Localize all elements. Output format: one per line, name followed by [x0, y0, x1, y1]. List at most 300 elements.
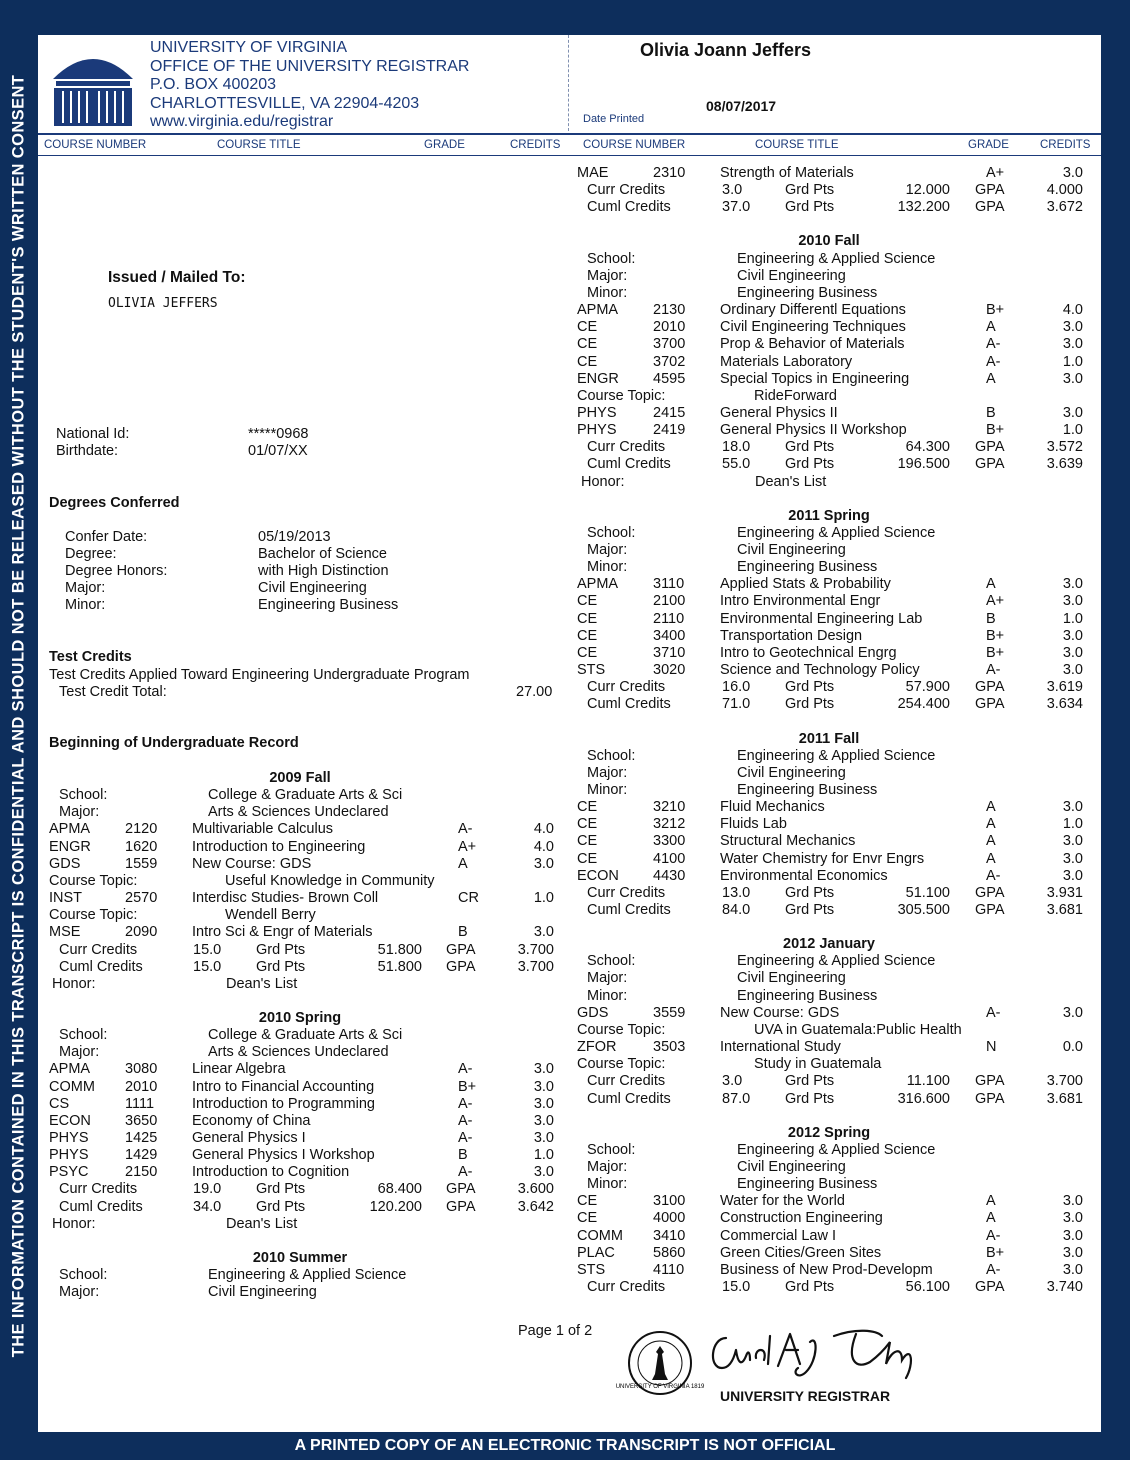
- gpa-label: GPA: [975, 182, 1005, 199]
- course-subject: PHYS: [577, 422, 617, 439]
- course-title: New Course: GDS: [192, 855, 312, 872]
- course-title: Introduction to Engineering: [192, 838, 366, 855]
- term-info-value: Engineering & Applied Science: [208, 1267, 407, 1284]
- course-title: Commercial Law I: [720, 1227, 837, 1244]
- course-title: Prop & Behavior of Materials: [720, 336, 905, 353]
- term-info-label: Minor:: [587, 1176, 628, 1193]
- confidentiality-notice: [0, 0, 38, 1432]
- term-info-value: Engineering & Applied Science: [737, 747, 936, 764]
- term-info-label: Major:: [59, 804, 100, 821]
- cuml-credits-label: Cuml Credits: [59, 958, 143, 975]
- term-info-label: School:: [587, 250, 636, 267]
- course-number: 2419: [653, 422, 686, 439]
- course-grade: A-: [986, 662, 1001, 679]
- city-state-zip: CHARLOTTESVILLE, VA 22904-4203: [150, 94, 420, 112]
- rotunda-logo-icon: [50, 41, 136, 129]
- course-number: 3410: [653, 1227, 686, 1244]
- grd-pts-label: Grd Pts: [785, 1073, 835, 1090]
- registrar-signature: [706, 1320, 921, 1390]
- term-info-value: Civil Engineering: [208, 1284, 317, 1301]
- course-topic: UVA in Guatemala:Public Health: [754, 1021, 962, 1038]
- course-subject: CE: [577, 627, 598, 644]
- term-info-value: Engineering Business: [737, 781, 878, 798]
- course-credits: 3.0: [1062, 850, 1083, 867]
- course-number: 1429: [125, 1147, 158, 1164]
- course-title: Multivariable Calculus: [192, 821, 334, 838]
- course-number: 2090: [125, 924, 158, 941]
- course-grade: B+: [986, 422, 1005, 439]
- course-number: 1425: [125, 1130, 158, 1146]
- course-number: 2570: [125, 890, 158, 907]
- term-info-label: Minor:: [587, 781, 628, 798]
- term-info-value: Civil Engineering: [737, 542, 846, 558]
- course-title: Intro Environmental Engr: [720, 593, 881, 610]
- gpa-value: 3.639: [1046, 456, 1083, 473]
- curr-credits-label: Curr Credits: [59, 941, 138, 958]
- term-info-label: Major:: [587, 970, 628, 987]
- course-topic-label: Course Topic:: [577, 387, 666, 404]
- course-credits: 3.0: [1062, 1193, 1083, 1210]
- course-number: 2310: [653, 165, 686, 181]
- cuml-credits-value: 84.0: [722, 902, 751, 918]
- course-number: 4000: [653, 1210, 686, 1227]
- course-grade: N: [986, 1039, 997, 1056]
- course-number: 3300: [653, 833, 686, 850]
- course-number: 3210: [653, 799, 686, 816]
- course-grade: A-: [458, 821, 473, 838]
- course-credits: 3.0: [1062, 1261, 1083, 1278]
- course-title: Fluids Lab: [720, 816, 787, 833]
- course-subject: COMM: [577, 1227, 623, 1244]
- term-info-label: Major:: [587, 267, 628, 284]
- course-subject: APMA: [49, 1061, 91, 1078]
- col-course-title-right: COURSE TITLE: [755, 139, 839, 151]
- course-grade: A-: [986, 353, 1001, 370]
- birthdate-label: Birthdate:: [56, 443, 119, 459]
- term-info-label: Major:: [59, 1284, 100, 1301]
- course-number: 1111: [125, 1095, 155, 1112]
- course-grade: A: [986, 370, 996, 387]
- course-number: 3710: [653, 644, 686, 661]
- grd-pts-value: 51.100: [905, 884, 950, 901]
- col-credits: CREDITS: [510, 139, 561, 151]
- curr-credits-label: Curr Credits: [59, 1181, 138, 1198]
- term-info-label: School:: [587, 747, 636, 764]
- gpa-label: GPA: [446, 1198, 476, 1215]
- term-info-label: Minor:: [587, 987, 628, 1004]
- gpa-label: GPA: [975, 696, 1005, 713]
- national-id-label: National Id:: [56, 426, 130, 442]
- course-grade: A: [986, 850, 996, 867]
- course-topic-label: Course Topic:: [577, 1056, 666, 1073]
- course-title: Business of New Prod-Developm: [720, 1261, 933, 1278]
- term-title: 2012 January: [783, 936, 875, 953]
- course-title: Science and Technology Policy: [720, 662, 920, 679]
- term-info-value: Engineering Business: [737, 559, 878, 576]
- grd-pts-value: 51.800: [377, 941, 422, 958]
- course-title: Green Cities/Green Sites: [720, 1244, 882, 1261]
- honor-value: Dean's List: [755, 473, 827, 490]
- course-title: Intro to Geotechnical Engrg: [720, 644, 897, 661]
- term-info-value: Civil Engineering: [737, 970, 846, 987]
- course-number: 2150: [125, 1164, 158, 1181]
- honor-label: Honor:: [581, 473, 625, 490]
- course-number: 5860: [653, 1244, 686, 1261]
- curr-credits-value: 15.0: [193, 941, 222, 958]
- term-title: 2010 Summer: [252, 1249, 348, 1266]
- course-credits: 3.0: [533, 1164, 554, 1181]
- cuml-credits-value: 55.0: [722, 456, 751, 473]
- course-credits: 4.0: [1062, 302, 1083, 319]
- course-subject: PHYS: [49, 1130, 89, 1146]
- curr-credits-label: Curr Credits: [587, 679, 666, 696]
- grd-pts-label: Grd Pts: [256, 1181, 306, 1198]
- grd-pts-label: Grd Pts: [785, 182, 835, 199]
- confidentiality-notice-text: THE INFORMATION CONTAINED IN THIS TRANSCRIPT IS CONFIDENTIAL AND SHOULD NOT BE RELEASED WITHOUT THE STUDENT'S WRITTEN CONSENT: [9, 74, 28, 1358]
- course-credits: 3.0: [533, 1130, 554, 1146]
- gpa-value: 3.740: [1046, 1279, 1083, 1295]
- course-grade: B: [458, 924, 468, 941]
- grd-pts-value: 254.400: [897, 696, 950, 713]
- course-grade: A: [986, 319, 996, 336]
- course-credits: 1.0: [1062, 353, 1083, 370]
- gpa-label: GPA: [975, 439, 1005, 456]
- course-title: Water for the World: [720, 1193, 845, 1210]
- course-title: Structural Mechanics: [720, 833, 856, 850]
- gpa-value: 3.619: [1046, 679, 1083, 696]
- registrar-website-link[interactable]: www.virginia.edu/registrar: [150, 113, 334, 130]
- grd-pts-value: 120.200: [369, 1198, 422, 1215]
- course-subject: STS: [577, 662, 606, 679]
- course-credits: 3.0: [1062, 576, 1083, 593]
- cuml-credits-label: Cuml Credits: [587, 696, 671, 713]
- term-title: 2011 Spring: [788, 507, 870, 524]
- course-grade: A+: [986, 593, 1005, 610]
- cuml-credits-label: Cuml Credits: [587, 199, 671, 216]
- course-credits: 3.0: [1062, 644, 1083, 661]
- course-number: 2415: [653, 404, 686, 421]
- term-info-label: Major:: [59, 1044, 100, 1061]
- curr-credits-label: Curr Credits: [587, 439, 666, 456]
- term-info-value: Engineering & Applied Science: [737, 524, 936, 541]
- course-grade: A: [986, 576, 996, 593]
- course-title: Ordinary Differentl Equations: [720, 302, 906, 319]
- course-subject: INST: [49, 890, 83, 907]
- grd-pts-label: Grd Pts: [785, 696, 835, 713]
- course-subject: APMA: [577, 302, 619, 319]
- course-credits: 3.0: [1062, 404, 1083, 421]
- grd-pts-value: 316.600: [897, 1090, 950, 1107]
- course-grade: A-: [986, 1004, 1001, 1021]
- curr-credits-value: 3.0: [722, 182, 743, 199]
- gpa-label: GPA: [975, 884, 1005, 901]
- term-info-value: Arts & Sciences Undeclared: [208, 804, 389, 821]
- course-number: 2100: [653, 593, 686, 610]
- course-title: Materials Laboratory: [720, 353, 853, 370]
- honor-value: Dean's List: [226, 1215, 298, 1232]
- course-credits: 3.0: [533, 1061, 554, 1078]
- course-title: General Physics II: [720, 404, 838, 421]
- term-info-value: Civil Engineering: [737, 764, 846, 781]
- course-grade: B+: [986, 644, 1005, 661]
- term-info-value: Engineering & Applied Science: [737, 953, 936, 970]
- course-subject: CE: [577, 644, 598, 661]
- course-number: 1620: [125, 838, 158, 855]
- course-subject: CE: [577, 319, 598, 336]
- gpa-value: 3.681: [1046, 1090, 1083, 1107]
- course-subject: CE: [577, 799, 598, 816]
- course-title: Environmental Economics: [720, 867, 888, 884]
- course-grade: A: [986, 799, 996, 816]
- degree-label: Degree:: [65, 546, 117, 562]
- term-info-value: Engineering & Applied Science: [737, 1141, 936, 1158]
- course-topic: Useful Knowledge in Community: [225, 872, 435, 889]
- gpa-value: 3.600: [517, 1181, 554, 1198]
- gpa-value: 3.672: [1046, 199, 1083, 216]
- test-credit-total: 27.00: [516, 684, 553, 700]
- curr-credits-value: 3.0: [722, 1073, 743, 1090]
- grd-pts-label: Grd Pts: [256, 958, 306, 975]
- grd-pts-label: Grd Pts: [785, 439, 835, 456]
- course-title: Introduction to Cognition: [192, 1164, 350, 1181]
- course-credits: 3.0: [1062, 1210, 1083, 1227]
- cuml-credits-value: 34.0: [193, 1198, 222, 1215]
- cuml-credits-label: Cuml Credits: [59, 1198, 143, 1215]
- course-number: 2010: [653, 319, 686, 336]
- cuml-credits-value: 71.0: [722, 696, 751, 713]
- gpa-value: 3.700: [1046, 1073, 1083, 1090]
- course-number: 3650: [125, 1112, 158, 1129]
- curr-credits-value: 16.0: [722, 679, 751, 696]
- honor-label: Honor:: [52, 1215, 96, 1232]
- university-name: UNIVERSITY OF VIRGINIA: [150, 39, 348, 56]
- course-credits: 1.0: [1062, 816, 1083, 833]
- grd-pts-value: 12.000: [905, 182, 950, 199]
- course-title: General Physics I Workshop: [192, 1147, 375, 1164]
- gpa-value: 3.572: [1046, 439, 1083, 456]
- course-credits: 4.0: [533, 838, 554, 855]
- registrar-title: UNIVERSITY REGISTRAR: [720, 1388, 891, 1404]
- course-grade: A: [986, 833, 996, 850]
- course-credits: 3.0: [533, 1078, 554, 1095]
- course-credits: 3.0: [1062, 370, 1083, 387]
- term-title: 2012 Spring: [787, 1124, 871, 1141]
- course-number: 3020: [653, 662, 686, 679]
- term-info-value: College & Graduate Arts & Sci: [208, 787, 403, 804]
- course-number: 3100: [653, 1193, 686, 1210]
- issued-label: Issued / Mailed To:: [108, 269, 246, 286]
- course-grade: B+: [986, 1244, 1005, 1261]
- course-title: Interdisc Studies- Brown Coll: [192, 890, 379, 907]
- course-grade: A+: [986, 165, 1005, 181]
- degrees-title: Degrees Conferred: [49, 495, 180, 511]
- curr-credits-label: Curr Credits: [587, 884, 666, 901]
- course-credits: 4.0: [533, 821, 554, 838]
- grd-pts-label: Grd Pts: [785, 456, 835, 473]
- course-subject: PSYC: [49, 1164, 89, 1181]
- grd-pts-value: 51.800: [377, 958, 422, 975]
- term-info-label: Major:: [587, 1158, 628, 1175]
- term-info-label: School:: [587, 1141, 636, 1158]
- course-title: Fluid Mechanics: [720, 799, 825, 816]
- term-title: 2010 Spring: [258, 1009, 342, 1026]
- curr-credits-value: 13.0: [722, 884, 751, 901]
- course-credits: 3.0: [533, 1095, 554, 1112]
- degree-major-label: Major:: [65, 580, 106, 596]
- confer-date-label: Confer Date:: [65, 529, 148, 545]
- course-number: 2130: [653, 302, 686, 319]
- record-title: Beginning of Undergraduate Record: [49, 735, 299, 751]
- course-credits: 3.0: [533, 1112, 554, 1129]
- course-subject: STS: [577, 1261, 606, 1278]
- course-subject: CE: [577, 593, 598, 610]
- gpa-value: 3.681: [1046, 902, 1083, 918]
- course-topic-label: Course Topic:: [577, 1021, 666, 1038]
- course-number: 4110: [653, 1261, 685, 1278]
- course-subject: CE: [577, 610, 598, 627]
- grd-pts-value: 11.100: [906, 1073, 950, 1090]
- course-number: 2120: [125, 821, 158, 838]
- course-credits: 3.0: [1062, 319, 1083, 336]
- course-number: 3080: [125, 1061, 158, 1078]
- course-title: Special Topics in Engineering: [720, 370, 910, 387]
- national-id: *****0968: [248, 426, 309, 442]
- course-credits: 3.0: [1062, 662, 1083, 679]
- course-title: Construction Engineering: [720, 1210, 883, 1227]
- degree-honors: with High Distinction: [258, 563, 389, 579]
- course-topic-label: Course Topic:: [49, 907, 138, 924]
- grd-pts-label: Grd Pts: [785, 902, 835, 918]
- honor-value: Dean's List: [226, 975, 298, 992]
- course-number: 4595: [653, 370, 686, 387]
- course-credits: 3.0: [1062, 867, 1083, 884]
- course-grade: A: [986, 1193, 996, 1210]
- course-subject: PHYS: [577, 404, 617, 421]
- grd-pts-value: 196.500: [897, 456, 950, 473]
- course-credits: 3.0: [1062, 799, 1083, 816]
- term-info-label: Major:: [587, 542, 628, 558]
- student-name: Olivia Joann Jeffers: [640, 40, 812, 60]
- seal-text: UNIVERSITY OF VIRGINIA 1819: [615, 1384, 705, 1390]
- course-credits: 3.0: [1062, 336, 1083, 353]
- course-subject: PLAC: [577, 1244, 615, 1261]
- grd-pts-label: Grd Pts: [785, 884, 835, 901]
- course-title: Water Chemistry for Envr Engrs: [720, 850, 925, 867]
- transcript-page: [38, 35, 1101, 1432]
- course-title: Introduction to Programming: [192, 1095, 375, 1112]
- course-grade: B+: [986, 302, 1005, 319]
- course-topic: Study in Guatemala: [754, 1056, 882, 1073]
- course-subject: MSE: [49, 924, 81, 941]
- course-number: 3702: [653, 353, 686, 370]
- gpa-label: GPA: [975, 199, 1005, 216]
- issued-name: OLIVIA JEFFERS: [108, 296, 218, 311]
- course-number: 3503: [653, 1039, 686, 1056]
- grd-pts-label: Grd Pts: [256, 1198, 306, 1215]
- course-title: Environmental Engineering Lab: [720, 610, 923, 627]
- term-info-value: Arts & Sciences Undeclared: [208, 1044, 389, 1061]
- course-subject: ECON: [49, 1112, 91, 1129]
- test-credit-total-label: Test Credit Total:: [59, 684, 167, 700]
- date-printed-label: Date Printed: [583, 113, 645, 125]
- gpa-label: GPA: [446, 1181, 476, 1198]
- registrar-address: [150, 39, 469, 132]
- course-number: 2110: [653, 610, 685, 627]
- course-credits: 0.0: [1062, 1039, 1083, 1056]
- grd-pts-label: Grd Pts: [256, 941, 306, 958]
- course-subject: CE: [577, 1210, 598, 1227]
- grd-pts-value: 56.100: [905, 1279, 950, 1295]
- course-number: 2010: [125, 1078, 158, 1095]
- curr-credits-value: 19.0: [193, 1181, 222, 1198]
- course-title: Economy of China: [192, 1112, 311, 1129]
- grd-pts-value: 64.300: [905, 439, 950, 456]
- course-subject: CE: [577, 833, 598, 850]
- course-subject: ENGR: [577, 370, 619, 387]
- gpa-value: 3.642: [517, 1198, 554, 1215]
- gpa-value: 3.931: [1046, 884, 1083, 901]
- course-number: 3700: [653, 336, 686, 353]
- course-title: General Physics I: [192, 1130, 306, 1146]
- course-grade: B+: [458, 1078, 477, 1095]
- term-info-label: School:: [587, 524, 636, 541]
- signature-name: Carol A. J. Stanley: [756, 1386, 765, 1387]
- col-course-number: COURSE NUMBER: [44, 139, 147, 151]
- test-credits-line: Test Credits Applied Toward Engineering Undergraduate Program: [49, 667, 470, 683]
- gpa-label: GPA: [975, 1279, 1005, 1295]
- honor-label: Honor:: [52, 975, 96, 992]
- gpa-value: 3.700: [517, 941, 554, 958]
- course-title: Linear Algebra: [192, 1061, 286, 1078]
- course-subject: ZFOR: [577, 1039, 617, 1056]
- grd-pts-label: Grd Pts: [785, 679, 835, 696]
- course-credits: 1.0: [533, 890, 554, 907]
- gpa-label: GPA: [975, 902, 1005, 918]
- course-grade: B: [986, 404, 996, 421]
- course-grade: A-: [458, 1095, 473, 1112]
- course-credits: 3.0: [533, 855, 554, 872]
- birthdate: 01/07/XX: [248, 443, 308, 459]
- course-number: 4100: [653, 850, 686, 867]
- course-number: 1559: [125, 855, 158, 872]
- gpa-label: GPA: [975, 679, 1005, 696]
- course-grade: A-: [986, 1261, 1001, 1278]
- course-number: 3212: [653, 816, 686, 833]
- gpa-value: 3.700: [517, 958, 554, 975]
- gpa-label: GPA: [975, 456, 1005, 473]
- term-info-value: Engineering & Applied Science: [737, 250, 936, 267]
- course-subject: CE: [577, 336, 598, 353]
- course-credits: 3.0: [1062, 833, 1083, 850]
- test-credits-title: Test Credits: [49, 649, 132, 665]
- term-info-value: Engineering Business: [737, 987, 878, 1004]
- col-course-number-right: COURSE NUMBER: [583, 139, 686, 151]
- curr-credits-value: 18.0: [722, 439, 751, 456]
- course-topic: Wendell Berry: [225, 907, 316, 924]
- column-header-bar: [38, 133, 1101, 156]
- term-info-value: Engineering Business: [737, 1176, 878, 1193]
- degree-major: Civil Engineering: [258, 580, 367, 596]
- course-subject: CE: [577, 1193, 598, 1210]
- course-grade: A-: [986, 867, 1001, 884]
- course-subject: APMA: [577, 576, 619, 593]
- grd-pts-label: Grd Pts: [785, 1279, 835, 1295]
- course-subject: GDS: [49, 855, 81, 872]
- gpa-label: GPA: [446, 958, 476, 975]
- course-subject: COMM: [49, 1078, 95, 1095]
- cuml-credits-value: 37.0: [722, 199, 751, 216]
- cuml-credits-label: Cuml Credits: [587, 902, 671, 918]
